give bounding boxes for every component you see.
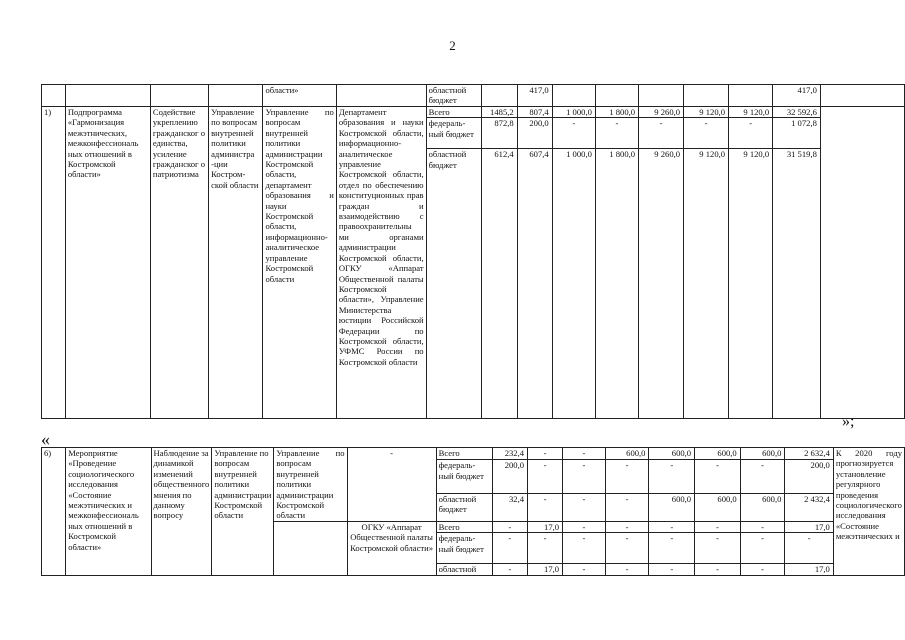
item-goal: Наблюдение за динамикой изменений общественного мнения по данному вопросу (151, 448, 212, 576)
value-cell: 1 000,0 (552, 107, 595, 118)
item-responsible: Управление по вопросам внутренней политики администрации Костромской области (274, 448, 347, 522)
item-coordinator: Управление по вопросам внутренней политики администра -ции Костром-ской области (209, 107, 263, 419)
total-cell: 17,0 (785, 521, 833, 532)
value-cell: 9 120,0 (684, 149, 729, 419)
item-goal: Содействие укреплению гражданског о единства, усиление гражданског о патриотизма (150, 107, 208, 419)
item-participants: Департамент образования и науки Костромской области, информационно-аналитическое управление Костромской области, отдел по обеспечению конституционных прав граждан и взаимодействию с правоохранительны ми органами администрации Костромской области, ОГКУ «Аппарат Общественной палаты Костромской области», Управление Министерства юстиции Российской Федерации по Костромской области, УФМС России по Костромской области (336, 107, 426, 419)
value-cell: 9 120,0 (684, 107, 729, 118)
total-cell: 2 432,4 (785, 493, 833, 521)
value-cell: - (740, 460, 785, 493)
total-cell: 417,0 (773, 85, 821, 107)
program-table-top (41, 84, 905, 419)
item-number: 1) (42, 107, 66, 419)
funding-source: Всего (436, 521, 492, 532)
value-cell: - (552, 118, 595, 149)
value-cell: 1 800,0 (595, 149, 638, 419)
value-cell: 232,4 (492, 448, 527, 460)
value-cell: 9 120,0 (729, 107, 773, 118)
value-cell: 417,0 (517, 85, 552, 107)
value-cell: 1485,2 (482, 107, 517, 118)
value-cell: 607,4 (517, 149, 552, 419)
value-cell: - (740, 533, 785, 564)
page-number: 2 (449, 38, 456, 53)
value-cell: 600,0 (605, 448, 649, 460)
value-cell: 200,0 (517, 118, 552, 149)
value-cell: - (639, 118, 684, 149)
value-cell: - (695, 564, 741, 575)
value-cell: - (563, 460, 606, 493)
funding-source: областной бюджет (426, 149, 482, 419)
value-cell: 200,0 (492, 460, 527, 493)
item-responsible: Управление по вопросам внутренней политики администрации Костромской области, департамент образования и науки Костромской области, информационно-аналитическое управление Костромской области (263, 107, 336, 419)
total-cell: 31 519,8 (773, 149, 821, 419)
item-name: Подпрограмма «Гармонизация межэтнических, межконфессиональ ных отношений в Костромской области» (65, 107, 150, 419)
value-cell: 9 120,0 (729, 149, 773, 419)
funding-source: Всего (426, 107, 482, 118)
program-table-bottom (41, 447, 905, 576)
value-cell: 872,8 (482, 118, 517, 149)
value-cell: - (563, 564, 606, 575)
total-cell: 17,0 (785, 564, 833, 575)
value-cell: - (528, 460, 563, 493)
expected-result: К 2020 году прогнозируется установление регулярного проведения социологического исследования «Состояние межэтнических и (833, 448, 904, 576)
value-cell: 600,0 (695, 493, 741, 521)
table-row (42, 85, 905, 107)
value-cell: - (695, 460, 741, 493)
funding-source: федераль-ный бюджет (426, 118, 482, 149)
funding-source: областной бюджет (426, 85, 482, 107)
value-cell: 600,0 (695, 448, 741, 460)
value-cell: - (492, 521, 527, 532)
value-cell: 17,0 (528, 521, 563, 532)
item-participant: - (347, 448, 436, 522)
value-cell: - (695, 533, 741, 564)
value-cell: - (528, 533, 563, 564)
value-cell: - (605, 533, 649, 564)
value-cell: - (649, 564, 695, 575)
funding-source: Всего (436, 448, 492, 460)
funding-source: областной бюджет (436, 493, 492, 521)
value-cell: - (740, 521, 785, 532)
funding-source: федераль-ный бюджет (436, 460, 492, 493)
value-cell: 32,4 (492, 493, 527, 521)
value-cell: - (528, 493, 563, 521)
total-cell: 32 592,6 (773, 107, 821, 118)
value-cell: 600,0 (649, 448, 695, 460)
value-cell: - (649, 460, 695, 493)
value-cell: - (563, 493, 606, 521)
value-cell: 17,0 (528, 564, 563, 575)
value-cell: - (740, 564, 785, 575)
value-cell: 1 800,0 (595, 107, 638, 118)
table-row (42, 448, 905, 460)
table-row (42, 107, 905, 118)
item-participant: ОГКУ «Аппарат Общественной палаты Костромской области» (347, 521, 436, 575)
value-cell: - (729, 118, 773, 149)
value-cell: 600,0 (740, 448, 785, 460)
value-cell: 9 260,0 (639, 149, 684, 419)
value-cell: 612,4 (482, 149, 517, 419)
opening-quote: « (41, 429, 50, 449)
item-number: 6) (42, 448, 66, 576)
funding-source: областной (436, 564, 492, 575)
value-cell: - (695, 521, 741, 532)
value-cell: - (563, 533, 606, 564)
value-cell: - (605, 521, 649, 532)
value-cell: - (649, 533, 695, 564)
total-cell: 1 072,8 (773, 118, 821, 149)
value-cell: - (649, 521, 695, 532)
closing-quote: »; (842, 413, 855, 430)
item-name: Мероприятие «Проведение социологического исследования «Состояние межэтнических и межконфессиональ ных отношений в Костромской области» (66, 448, 151, 576)
value-cell: - (605, 493, 649, 521)
value-cell: - (595, 118, 638, 149)
value-cell: 9 260,0 (639, 107, 684, 118)
item-coordinator: Управление по вопросам внутренней политики администрации Костромской области (212, 448, 274, 576)
value-cell: - (528, 448, 563, 460)
value-cell: - (492, 564, 527, 575)
value-cell: - (684, 118, 729, 149)
value-cell: - (605, 564, 649, 575)
total-cell: 2 632,4 (785, 448, 833, 460)
value-cell: 600,0 (740, 493, 785, 521)
value-cell: - (605, 460, 649, 493)
value-cell: - (563, 521, 606, 532)
value-cell: 600,0 (649, 493, 695, 521)
value-cell: 807,4 (517, 107, 552, 118)
value-cell: - (492, 533, 527, 564)
value-cell: 1 000,0 (552, 149, 595, 419)
value-cell: - (563, 448, 606, 460)
responsible-cell: области» (263, 85, 336, 107)
funding-source: федераль-ный бюджет (436, 533, 492, 564)
total-cell: - (785, 533, 833, 564)
total-cell: 200,0 (785, 460, 833, 493)
